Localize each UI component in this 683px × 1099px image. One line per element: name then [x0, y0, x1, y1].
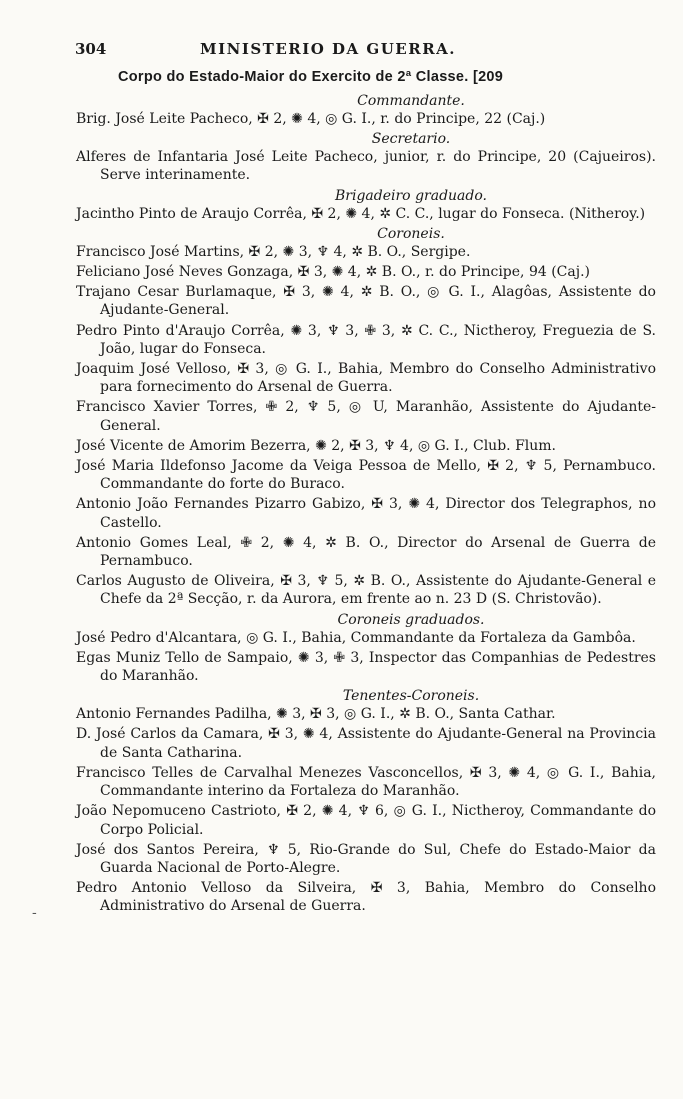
roster-entry: Brig. José Leite Pacheco, ✠ 2, ✺ 4, ◎ G. I., r. do Principe, 22 (Caj.) — [76, 111, 546, 127]
corps-heading: Corpo do Estado-Maior do Exercito de 2ª Classe. [209 — [118, 69, 504, 85]
section-title: Commandante. — [357, 93, 465, 109]
roster-entry: Francisco Xavier Torres, ✙ 2, ♆ 5, ◎ U, Maranhão, Assistente do Ajudante-General. — [76, 399, 656, 434]
roster-body — [76, 92, 656, 918]
section-brigadeiro-graduado — [76, 187, 656, 223]
section-tenentes-coroneis — [76, 687, 656, 915]
section-title: Secretario. — [371, 131, 451, 148]
roster-entry: José dos Santos Pereira, ♆ 5, Rio-Grande do Sul, Chefe do Estado-Maior da Guarda Nacional de Porto-Alegre. — [76, 841, 656, 876]
roster-entry: Alferes de Infantaria José Leite Pacheco, junior, r. do Principe, 20 (Cajueiros). Serve interinamente. — [76, 149, 656, 184]
roster-entry: D. José Carlos da Camara, ✠ 3, ✺ 4, Assistente do Ajudante-General na Provincia de Santa Catharina. — [76, 726, 656, 761]
running-title: MINISTERIO DA GUERRA. — [200, 40, 457, 58]
page-number: 304 — [75, 40, 107, 58]
roster-entry: João Nepomuceno Castrioto, ✠ 2, ✺ 4, ♆ 6, ◎ G. I., Nictheroy, Commandante do Corpo Policial. — [76, 803, 656, 838]
roster-entry: Joaquim José Velloso, ✠ 3, ◎ G. I., Bahia, Membro do Conselho Administrativo para fornecimento do Arsenal de Guerra. — [76, 361, 656, 396]
roster-entry: Jacintho Pinto de Araujo Corrêa, ✠ 2, ✺ 4, ✲ C. C., lugar do Fonseca. (Nitheroy.) — [76, 205, 646, 222]
roster-entry: Feliciano José Neves Gonzaga, ✠ 3, ✺ 4, ✲ B. O., r. do Principe, 94 (Caj.) — [76, 264, 590, 281]
roster-entry: Antonio Fernandes Padilha, ✺ 3, ✠ 3, ◎ G. I., ✲ B. O., Santa Cathar. — [76, 706, 556, 723]
roster-entry: Francisco Telles de Carvalhal Menezes Vasconcellos, ✠ 3, ✺ 4, ◎ G. I., Bahia, Commandante interino da Fortaleza do Maranhão. — [76, 764, 656, 800]
roster-entry: Pedro Pinto d'Araujo Corrêa, ✺ 3, ♆ 3, ✙ 3, ✲ C. C., Nictheroy, Freguezia de S. João, lugar do Fonseca. — [76, 322, 656, 357]
roster-entry: Antonio João Fernandes Pizarro Gabizo, ✠ 3, ✺ 4, Director dos Telegraphos, no Castello. — [76, 496, 656, 531]
section-title: Tenentes-Coroneis. — [342, 688, 480, 705]
section-title: Brigadeiro graduado. — [335, 187, 487, 204]
roster-entry: Egas Muniz Tello de Sampaio, ✺ 3, ✙ 3, Inspector das Companhias de Pedestres do Maranhão. — [76, 649, 656, 685]
section-secretario — [76, 130, 656, 184]
margin-mark: - — [32, 905, 37, 921]
page-header — [0, 40, 683, 62]
roster-entry: Pedro Antonio Velloso da Silveira, ✠ 3, Bahia, Membro do Conselho Administrativo do Arsenal de Guerra. — [76, 880, 656, 915]
section-coroneis-graduados — [76, 611, 656, 686]
roster-entry: José Vicente de Amorim Bezerra, ✺ 2, ✠ 3, ♆ 4, ◎ G. I., Club. Flum. — [76, 437, 556, 454]
roster-entry: Carlos Augusto de Oliveira, ✠ 3, ♆ 5, ✲ B. O., Assistente do Ajudante-General e Chefe da 2ª Secção, r. da Aurora, em frente ao n. 23 D (S. Christovão). — [76, 573, 656, 608]
section-title: Coroneis. — [377, 225, 445, 242]
roster-entry: Trajano Cesar Burlamaque, ✠ 3, ✺ 4, ✲ B. O., ◎ G. I., Alagôas, Assistente do Ajudante-General. — [76, 284, 656, 319]
section-title: Coroneis graduados. — [337, 611, 485, 628]
section-coroneis — [76, 225, 656, 609]
roster-entry: Antonio Gomes Leal, ✙ 2, ✺ 4, ✲ B. O., Director do Arsenal de Guerra de Pernambuco. — [76, 534, 656, 570]
roster-entry: José Pedro d'Alcantara, ◎ G. I., Bahia, Commandante da Fortaleza da Gambôa. — [76, 629, 636, 646]
section-commandante — [76, 92, 656, 128]
roster-entry: José Maria Ildefonso Jacome da Veiga Pessoa de Mello, ✠ 2, ♆ 5, Pernambuco. Commandante do forte do Buraco. — [76, 458, 656, 493]
roster-entry: Francisco José Martins, ✠ 2, ✺ 3, ♆ 4, ✲ B. O., Sergipe. — [76, 243, 471, 260]
